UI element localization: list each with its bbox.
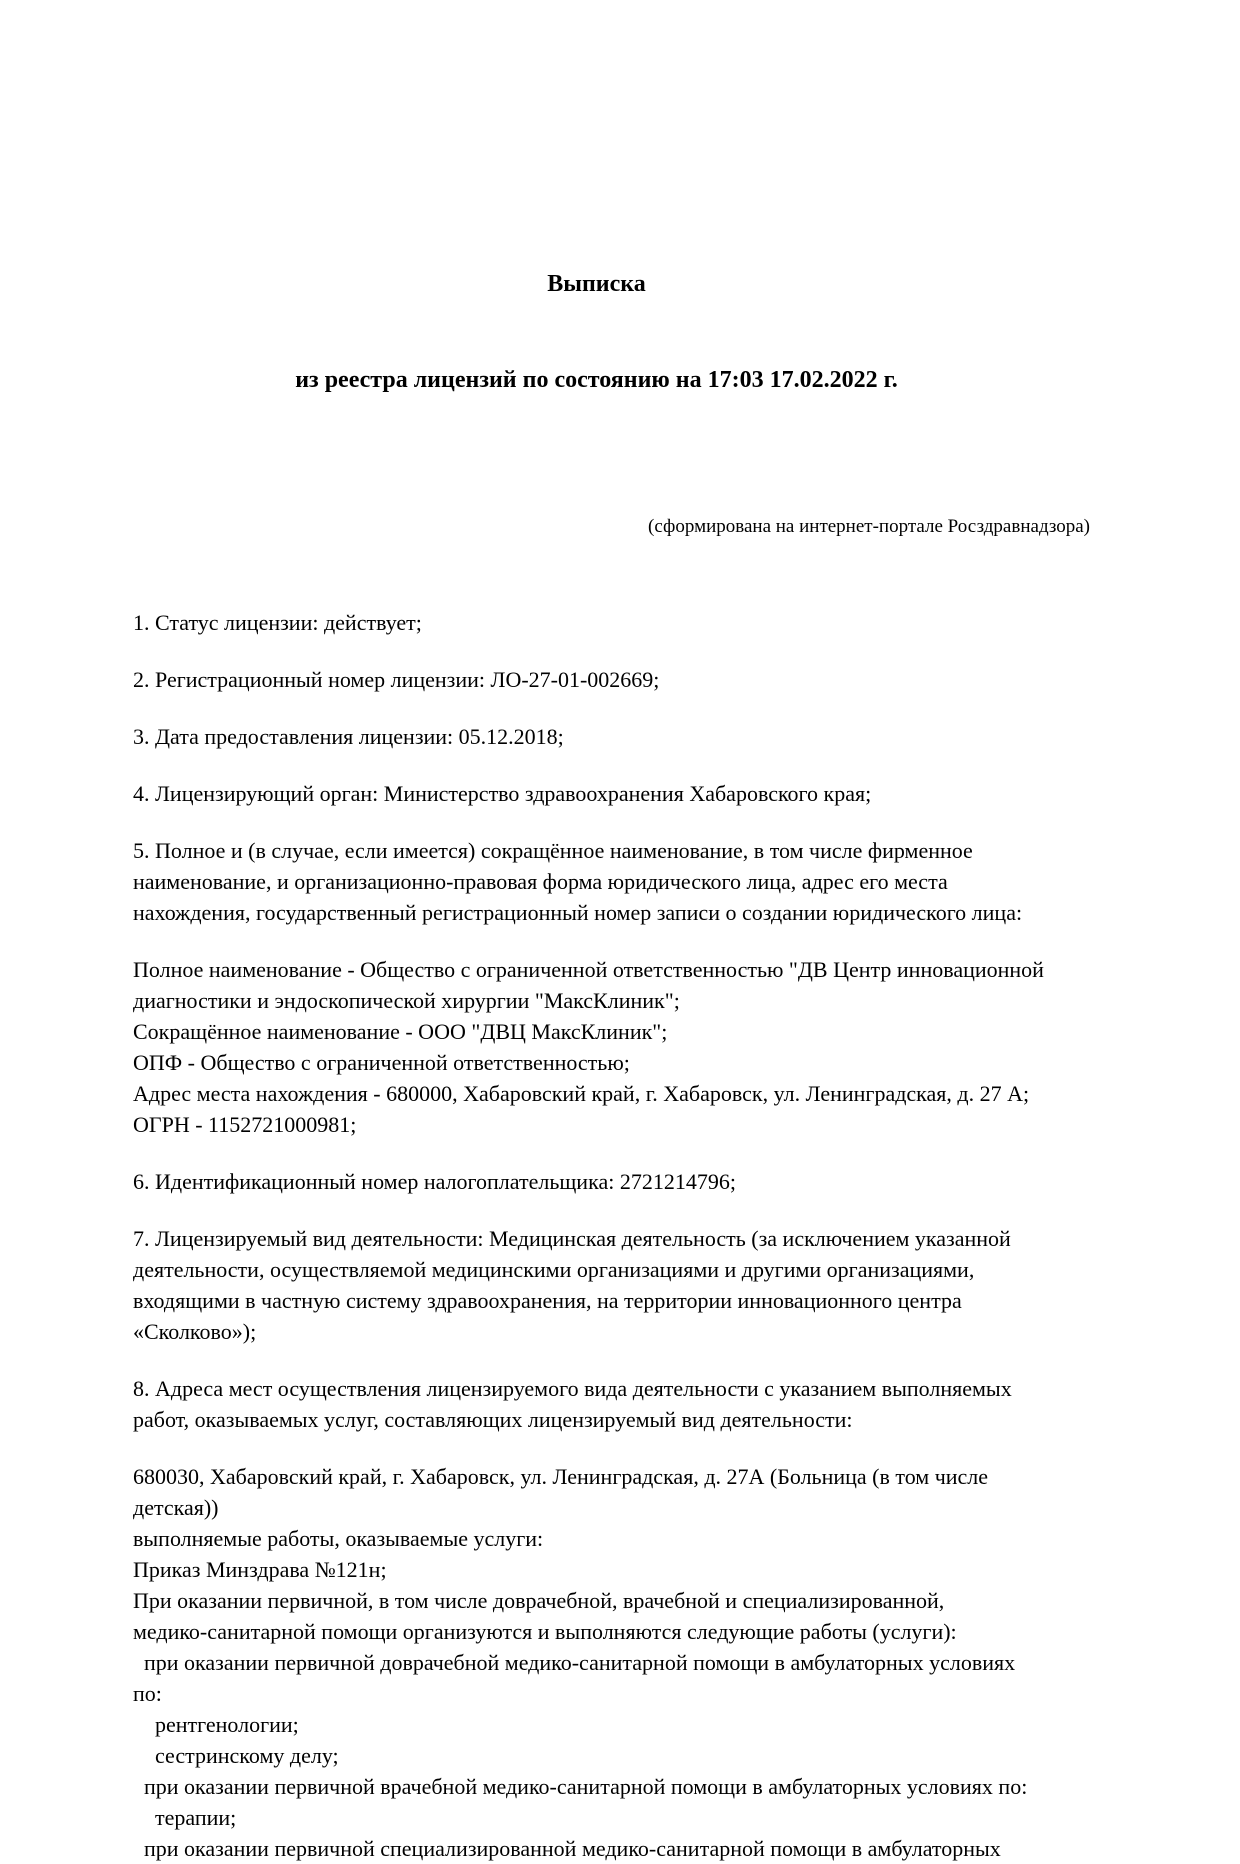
- text-line: 8. Адреса мест осуществления лицензируемого вида деятельности с указанием выполняемых: [133, 1376, 1012, 1401]
- text-line: 1. Статус лицензии: действует;: [133, 610, 422, 635]
- text-line: выполняемые работы, оказываемые услуги:: [133, 1526, 544, 1551]
- text-line: 7. Лицензируемый вид деятельности: Медицинская деятельность (за исключением указанной: [133, 1226, 1011, 1251]
- text-line: медико-санитарной помощи организуются и выполняются следующие работы (услуги):: [133, 1619, 957, 1644]
- paragraph: [133, 607, 1140, 638]
- text-line: «Сколково»);: [133, 1319, 257, 1344]
- text-line: при оказании первичной доврачебной медико-санитарной помощи в амбулаторных условиях: [133, 1650, 1016, 1675]
- paragraph: [133, 1373, 1140, 1435]
- text-line: терапии;: [133, 1805, 237, 1830]
- text-line: 4. Лицензирующий орган: Министерство здравоохранения Хабаровского края;: [133, 781, 872, 806]
- text-line: Полное наименование - Общество с ограниченной ответственностью "ДВ Центр инновационной: [133, 957, 1044, 982]
- document-title: [133, 204, 1140, 460]
- text-line: При оказании первичной, в том числе доврачебной, врачебной и специализированной,: [133, 1588, 945, 1613]
- text-line: деятельности, осуществляемой медицинскими организациями и другими организациями,: [133, 1257, 975, 1282]
- text-line: диагностики и эндоскопической хирургии "МаксКлиник";: [133, 988, 680, 1013]
- text-line: при оказании первичной специализированной медико-санитарной помощи в амбулаторных: [133, 1836, 1001, 1861]
- text-line: детская)): [133, 1495, 219, 1520]
- text-line: Приказ Минздрава №121н;: [133, 1557, 387, 1582]
- text-line: по:: [133, 1681, 162, 1706]
- text-line: работ, оказываемых услуг, составляющих лицензируемый вид деятельности:: [133, 1407, 853, 1432]
- text-line: ОГРН - 1152721000981;: [133, 1112, 357, 1137]
- document-title-line1: Выписка: [547, 271, 646, 297]
- paragraph: [133, 721, 1140, 752]
- text-line: сестринскому делу;: [133, 1743, 339, 1768]
- text-line: 5. Полное и (в случае, если имеется) сокращённое наименование, в том числе фирменное: [133, 838, 973, 863]
- text-line: наименование, и организационно-правовая форма юридического лица, адрес его места: [133, 869, 948, 894]
- paragraph: [133, 1166, 1140, 1197]
- document-body: [133, 607, 1140, 1864]
- text-line: нахождения, государственный регистрационный номер записи о создании юридического лица:: [133, 900, 1023, 925]
- text-line: 6. Идентификационный номер налогоплательщика: 2721214796;: [133, 1169, 736, 1194]
- paragraph: [133, 954, 1140, 1140]
- paragraph: [133, 664, 1140, 695]
- text-line: 3. Дата предоставления лицензии: 05.12.2018;: [133, 724, 564, 749]
- paragraph: [133, 1223, 1140, 1347]
- text-line: 680030, Хабаровский край, г. Хабаровск, ул. Ленинградская, д. 27А (Больница (в том числе: [133, 1464, 989, 1489]
- text-line: входящими в частную систему здравоохранения, на территории инновационного центра: [133, 1288, 962, 1313]
- paragraph: [133, 778, 1140, 809]
- text-line: при оказании первичной врачебной медико-санитарной помощи в амбулаторных условиях по:: [133, 1774, 1028, 1799]
- text-line: рентгенологии;: [133, 1712, 299, 1737]
- document-subtitle: (сформирована на интернет-портале Росздравнадзора): [648, 516, 1090, 537]
- paragraph: [133, 835, 1140, 928]
- document-title-line2: из реестра лицензий по состоянию на 17:03 17.02.2022 г.: [295, 367, 898, 393]
- paragraph: [133, 1461, 1140, 1864]
- text-line: ОПФ - Общество с ограниченной ответственностью;: [133, 1050, 630, 1075]
- text-line: 2. Регистрационный номер лицензии: ЛО-27-01-002669;: [133, 667, 660, 692]
- text-line: Сокращённое наименование - ООО "ДВЦ МаксКлиник";: [133, 1019, 668, 1044]
- text-line: Адрес места нахождения - 680000, Хабаровский край, г. Хабаровск, ул. Ленинградская, д. 27 А;: [133, 1081, 1030, 1106]
